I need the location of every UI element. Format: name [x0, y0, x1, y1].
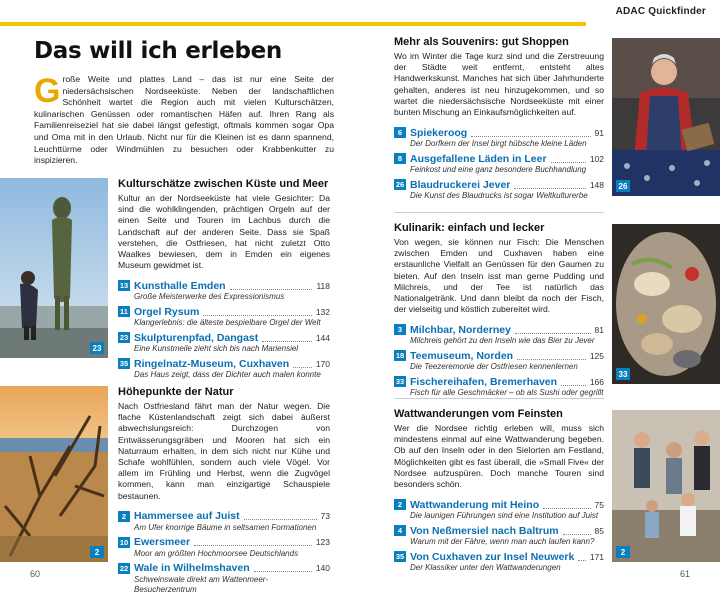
entry-title[interactable]: Hammersee auf Juist — [134, 510, 240, 523]
page-ref: 166 — [589, 376, 604, 387]
page-ref: 144 — [315, 332, 330, 343]
page-ref: 81 — [594, 324, 604, 335]
map-number-badge: 26 — [395, 180, 405, 190]
page-ref: 132 — [315, 306, 330, 317]
driftwood-photo — [0, 386, 108, 562]
entry-title[interactable]: Ausgefallene Läden in Leer — [410, 152, 547, 165]
entry-title[interactable]: Orgel Rysum — [134, 305, 200, 318]
list-item[interactable] — [118, 305, 330, 328]
page-ref: 118 — [316, 280, 330, 291]
list-item[interactable] — [118, 331, 330, 354]
list-item[interactable] — [118, 536, 330, 559]
page-number: 61 — [679, 569, 690, 579]
map-number-badge: 2 — [394, 499, 406, 510]
page-ref: 171 — [589, 551, 604, 562]
page-ref: 140 — [315, 563, 330, 574]
page-ref: 85 — [594, 525, 604, 536]
entry-subtitle: Warum mit der Fähre, wenn man auch laufen kann? — [410, 537, 595, 547]
sculpture-photo — [0, 178, 108, 358]
section-text: Nach Ostfriesland fährt man der Natur wegen. Die flache Küstenlandschaft zeigt sich dabei äußerst abwechslungsreich: Durchzogen von Entwässerungsgräben und Mooren hat sich ein Naturraum erhalten, in dem sich nicht nur Kühe und Schafe wohlfühlen, sondern auch viele Vögel. Vor allem im Frühling und Herbst, wenn die Zugvögel kommen, kann man einzigartige Schauspiele bestaunen. — [118, 401, 330, 501]
map-number-badge: 33 — [395, 377, 405, 387]
map-number-badge: 35 — [119, 359, 129, 369]
entry-subtitle: Feinkost und eine ganz besondere Buchhandlung — [410, 165, 587, 175]
list-item[interactable] — [118, 279, 330, 302]
section-culture — [118, 178, 330, 380]
list-item[interactable] — [394, 498, 604, 521]
photo-badge: 26 — [616, 180, 630, 192]
list-item[interactable] — [394, 375, 604, 398]
entry-subtitle: Fisch für alle Geschmäcker – ob als Sushi oder gegrillt — [410, 388, 604, 398]
map-number-badge: 10 — [119, 537, 129, 547]
map-number-badge: 4 — [394, 525, 406, 536]
blueprint-workshop-photo — [612, 38, 720, 196]
section-title: Höhepunkte der Natur — [118, 386, 234, 398]
seafood-photo — [612, 224, 720, 384]
list-item[interactable] — [394, 524, 604, 547]
photo-badge: 23 — [90, 342, 104, 354]
list-item[interactable] — [394, 349, 604, 372]
section-shopping — [394, 36, 604, 201]
entry-title[interactable]: Wale in Wilhelmshaven — [134, 562, 250, 575]
section-title: Kulinarik: einfach und lecker — [394, 222, 545, 234]
entry-title[interactable]: Ewersmeer — [134, 536, 191, 549]
map-number-badge: 6 — [394, 127, 406, 138]
entry-title[interactable]: Von Cuxhaven zur Insel Neuwerk — [410, 550, 575, 563]
photo-badge: 33 — [616, 368, 630, 380]
entry-subtitle: Moor am größten Hochmoorsee Deutschlands — [134, 548, 299, 558]
entry-subtitle: Klangerlebnis: die älteste bespielbare Orgel der Welt — [134, 318, 321, 328]
top-accent-line — [0, 22, 360, 26]
section-title: Kulturschätze zwischen Küste und Meer — [118, 178, 329, 190]
mudflat-walk-photo — [612, 410, 720, 562]
entry-subtitle: Das Haus zeigt, dass der Dichter auch malen konnte — [134, 370, 321, 380]
map-number-badge: 35 — [395, 552, 405, 562]
section-nature — [118, 386, 330, 595]
entry-subtitle: Die Kunst des Blaudrucks ist sogar Weltkulturerbe — [410, 191, 588, 201]
section-text: Von wegen, sie können nur Fisch: Die Menschen zwischen Emden und Cuxhaven haben eine erstaunliche Vielfalt an Genüssen für den Gaumen zu bieten. Auf den Inseln isst man gerne Pudding und Milchreis, und der Tee ist natürlich das Nationalgetränk. Und dann bleibt da noch der Fisch, der vielseitig und köstlich zubereitet wird. — [394, 237, 604, 315]
page-ref: 125 — [589, 350, 604, 361]
entry-title[interactable]: Kunsthalle Emden — [134, 279, 226, 292]
list-item[interactable] — [394, 323, 604, 346]
entry-subtitle: Milchreis gehört zu den Inseln wie das Bier zu Jever — [410, 336, 595, 346]
page-ref: 123 — [315, 537, 330, 548]
entry-title[interactable]: Blaudruckerei Jever — [410, 178, 511, 191]
list-item[interactable] — [394, 152, 604, 175]
list-item[interactable] — [118, 562, 330, 595]
photo-badge: 2 — [90, 546, 104, 558]
entry-subtitle: Der Klassiker unter den Wattwanderungen — [410, 563, 561, 573]
section-text: Kultur an der Nordseeküste hat viele Gesichter: Da sind die wohlklingenden, prächtigen Orgeln auf der einen Seite und Touren im Lachbus durch die Landschaft auf der anderen Seite. Dass sie Spaß verstehen, die Ostfriesen, hat nicht zuletzt Otto Waalkes bewiesen, dem in Emden ein eigenes Museum gewidmet ist. — [118, 193, 330, 271]
list-item[interactable] — [118, 510, 330, 533]
intro-text: Große Weite und plattes Land – das ist nur eine Seite der niedersächsischen Nordseeküste. Neben der landschaftlichen Schönheit wartet die Region auch mit vielen Kulturschätzen, kulinarischen Genüssen oder romantischen Häfen auf. Ihren Rang als Familienreiseziel hat sie dabei längst gefestigt, oftmals kommen sogar Opa und Oma mit in den Urlaub. Nicht nur für die Kleinen ist es dann spannend, Leuchttürme oder Windmühlen zu besuchen oder Krabbenkutter zu inspizieren. — [34, 72, 334, 166]
page-ref: 170 — [315, 358, 330, 369]
map-number-badge: 11 — [118, 306, 130, 317]
entry-subtitle: Schweinswale direkt am Wattenmeer-Besucherzentrum — [134, 574, 268, 594]
map-number-badge: 18 — [395, 351, 405, 361]
entry-title[interactable]: Von Neßmersiel nach Baltrum — [410, 524, 559, 537]
entry-title[interactable]: Wattwanderung mit Heino — [410, 498, 540, 511]
section-text: Wer die Nordsee richtig erleben will, muss sich mindestens einmal auf eine Wattwanderung begeben. Ob auf den Inseln oder in den Sielorten am Festland, Möglichkeiten gibt es fast überall, die »Small Five« der Nordsee aufzuspüren. Doch manche Touren sind besonders schön. — [394, 423, 604, 490]
list-item[interactable] — [394, 550, 604, 573]
right-page — [360, 0, 720, 589]
section-text: Wo im Winter die Tage kurz sind und die Zerstreuung der Städte weit entfernt, entsteht altes Handwerkskunst. Manches hat sich über Jahrhunderte gehalten, anderes ist neu hinzugekommen, und so wartet die niedersächsische Nordseeküste mit einer bunten Mischung an Einkaufsmöglichkeiten auf. — [394, 51, 604, 118]
entry-subtitle: Die launigen Führungen sind eine Institution auf Juist — [410, 511, 599, 521]
map-number-badge: 13 — [119, 281, 129, 291]
page-ref: 73 — [320, 511, 330, 522]
entry-title[interactable]: Fischereihafen, Bremerhaven — [410, 375, 558, 388]
page-ref: 148 — [589, 179, 604, 190]
page-ref: 75 — [594, 499, 604, 510]
drop-cap: G — [34, 72, 61, 110]
photo-badge: 2 — [616, 546, 630, 558]
list-item[interactable] — [394, 178, 604, 201]
map-number-badge: 2 — [118, 511, 130, 522]
section-mudflat — [394, 408, 604, 573]
entry-subtitle: Der Dorfkern der Insel birgt hübsche kleine Läden — [410, 139, 587, 149]
section-title: Wattwanderungen vom Feinsten — [394, 408, 563, 420]
page-title: Das will ich erleben — [34, 38, 282, 64]
list-item[interactable] — [118, 357, 330, 380]
entry-title[interactable]: Spiekeroog — [410, 126, 468, 139]
map-number-badge: 3 — [394, 324, 406, 335]
left-page — [0, 0, 360, 594]
map-number-badge: 22 — [119, 563, 129, 573]
map-number-badge: 23 — [119, 333, 129, 343]
map-number-badge: 8 — [394, 153, 406, 164]
entry-title[interactable]: Teemuseum, Norden — [410, 349, 514, 362]
page-ref: 91 — [594, 127, 604, 138]
list-item[interactable] — [394, 126, 604, 149]
entry-subtitle: Am Ufer knorrige Bäume in seltsamen Formationen — [134, 522, 317, 532]
entry-subtitle: Eine Kunstmeile zieht sich bis nach Mariensiel — [134, 344, 299, 354]
section-title: Mehr als Souvenirs: gut Shoppen — [394, 36, 569, 48]
page-ref: 102 — [589, 153, 604, 164]
section-cuisine — [394, 222, 604, 398]
brand-label: ADAC Quickfinder — [615, 6, 706, 17]
entry-subtitle: Die Teezeremonie der Ostfriesen kennenlernen — [410, 362, 578, 372]
top-accent-line — [360, 22, 586, 26]
entry-subtitle: Große Meisterwerke des Expressionismus — [134, 292, 285, 302]
entry-title[interactable]: Ringelnatz-Museum, Cuxhaven — [134, 357, 290, 370]
entry-title[interactable]: Milchbar, Norderney — [410, 323, 511, 336]
page-number: 60 — [30, 569, 41, 579]
entry-title[interactable]: Skulpturenpfad, Dangast — [134, 331, 259, 344]
